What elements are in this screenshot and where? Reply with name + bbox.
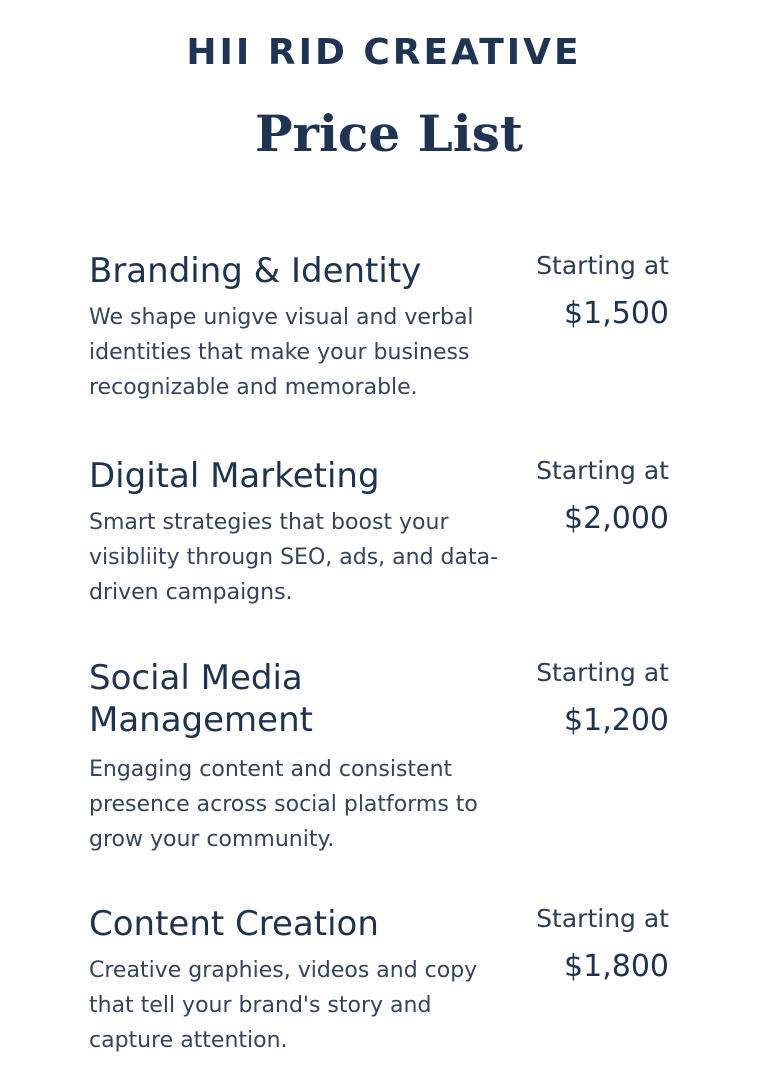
service-description: Smart strategies that boost your visibliity througn SEO, ads, and data-driven campaigns.	[89, 510, 499, 605]
price-amount: $1,800	[564, 949, 669, 984]
price-prefix: Starting at	[536, 904, 669, 933]
price-block	[536, 657, 669, 743]
service-name: Digital Marketing	[89, 456, 380, 496]
price-prefix: Starting at	[536, 658, 669, 687]
price-prefix: Starting at	[536, 456, 669, 485]
service-name: Content Creation	[89, 904, 379, 944]
service-description: Creative graphies, videos and copy that tell your brand's story and capture attention.	[89, 958, 478, 1053]
service-name: Social Media Management	[89, 658, 313, 740]
price-amount: $2,000	[564, 501, 669, 536]
service-description: Engaging content and consistent presence across social platforms to grow your community.	[89, 757, 478, 852]
brand-name: HII RID CREATIVE	[186, 32, 582, 73]
price-block	[536, 903, 669, 989]
price-block	[536, 455, 669, 541]
service-description: We shape unigve visual and verbal identities that make your business recognizable and memorable.	[89, 305, 474, 400]
service-name: Branding & Identity	[89, 251, 422, 291]
price-amount: $1,500	[564, 296, 669, 331]
price-prefix: Starting at	[536, 251, 669, 280]
page-title: Price List	[255, 104, 523, 163]
price-block	[536, 250, 669, 336]
price-amount: $1,200	[564, 703, 669, 738]
